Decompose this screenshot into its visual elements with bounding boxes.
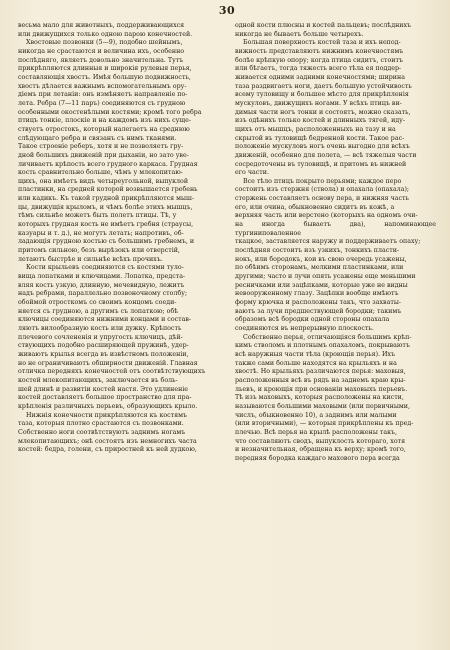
- paragraph: весьма мало для животныхъ, поддерживающихся или движущихся только одною парою конечностей.: [18, 22, 193, 38]
- paragraph: Нижнія конечности прикрѣпляются къ костямъ таза, которыя плотно срастаются съ позвонками. Собственно ноги соотвѣтствуютъ заднимъ ногамъ млекопитающихъ; онѣ состоятъ изъ немногихъ часта костей: бедра, голени, съ приростней къ ней дудкою,: [18, 411, 197, 454]
- text-columns: [18, 22, 436, 463]
- left-column: [18, 22, 219, 463]
- page-number: 30: [218, 4, 236, 17]
- paragraph: Кости крыльевъ соединяются съ костями туло- вища лопатками и ключицами. Лопатка, предста- вляя кость узкую, длинную, мечевидную, лежитъ надъ ребрами, параллельно позвоночному столбу; обоймой отросткомъ со своимъ концомъ соеди- няется съ грудною, а другимъ съ лопаткою; обѣ ключицы соединяются нижними концами и состав- ляютъ вилообразную кость или дужку. Крѣпость плечевого сочлененія и упругость ключицъ, дѣй- ствующихъ подобно расширяющей пружинѣ, удер- живаютъ крылья всегда въ извѣстномъ положеніи, но не ограничиваютъ обширности движеній. Главная отличка передняхъ конечностей отъ соотвѣтствующихъ костей млекопитающихъ, заключается въ боль- шей длинѣ и развитіи костей настя. Это удлиненіе костей доставляетъ большое пространство для пра- крѣпленія различныхъ перьевъ, образующихъ крыло.: [18, 264, 206, 410]
- paragraph: Большая поверхность костей таза и ихъ непод- вижность представляютъ нижнимъ конечностямъ болѣе крѣпкую опору; когда птица сидитъ, стоитъ или бѣгаетъ, тогда тяжесть всего тѣла ея поддер- живается одними задними конечностями; ширина таза раздвигаетъ ноги, даетъ большую устойчивость всему туловищу и большее мѣсто для прикрѣпленія мускуловъ, движущихъ ногами. У всѣхъ птицъ ви- димыя части ногъ тонки и состоятъ, можно сказать, изъ одѣнихъ только костей и длинныхъ тягей, иду- щихъ отъ мышцъ, расположенныхъ на тазу и на скрытой въ туловищѣ бедренной кости. Такое рас- положеніе мускуловъ ногъ очень выгодно для всѣхъ движеній, особенно для полета, — всѣ тяжелыя части сосредоточены въ туловищѣ, и притомъ въ нижней его части.: [235, 39, 417, 177]
- paragraph: Все тѣло птицъ покрыто перьями; каждое перо состоитъ изъ стержня (ствола) и опахала (опахала); стержень составляетъ основу пера, и нижняя часть его, или очина, обыкновенно сидитъ въ кожѣ, а верхняя часть или верстено (которыхъ на одномъ очи- на иногда бываетъ два), напоминающее тургиниповаленное ткацкое, заставляется наружу и поддерживаетъ опаху; послѣдняя состоитъ изъ узкихъ, тонкихъ пласти- нокъ, или бородокъ, кои въ свою очередь усажены, по обѣимъ сторонамъ, мелкими пластинками, или другими; часто и лучи опять усажены еще меньшими ресничками или зацѣпками, которые уже не видны невооруженному глазу. Зацѣпки вообще имѣютъ форму крючка и расположены такъ, что захваты- ваютъ за лучи предшествующей бородки; такимъ образомъ всѣ бородки одной стороны опахала соединяются въ непрерывную плоскость.: [235, 177, 436, 332]
- right-column: [235, 22, 436, 463]
- paragraph: одной кости плюсны и костей пальцевъ; послѣднихъ никогда не бываетъ больше четырехъ.: [235, 22, 412, 38]
- paragraph: Собственно перья, отличающіяся большимъ крѣп- кимъ стволомъ и плотнымъ опахаломъ, покрываютъ всѣ наружныя части тѣла (кроющія перья). Ихъ также сами больше находятся на крыльяхъ и на хвостѣ. Но крыльяхъ различаются перья: маховыя, расположенныя всѣ въ рядъ на заднемъ краю кры- льевъ, и кроющія при основаніи маховыхъ перьевъ. Тѣ изъ маховыхъ, которыя расположены на кисти, называются большими маховыми (или первичными, числъ, обыкновенно 10), а заднимъ или малыми (или вторичными), — которыя прикрѣплены къ пред- плечью. Всѣ перья на крылѣ расположены такъ, что составляютъ сводъ, выпуклость котораго, хотя и незначительная, обращена къ верху; кромѣ того, передняя бородка каждаго махового пера всегда: [235, 333, 414, 462]
- paragraph: Хвостовые позвонки (5—9), подобно шейнымъ, никогда не срастаются и величина ихъ, особенно послѣдняго, являетъ довольно значительна. Тутъ прикрѣпляются длинныя и широкія рулевыя перья, составляющія хвостъ. Имѣя большую подвижность, хвостъ дѣлается важнымъ вспомогательнымъ ору- діемъ при летаніи: онъ измѣняетъ направленіе по- лета. Ребра (7—11 паръ) соединяются съ грудною особенными окостенѣлыми костями; кромѣ того ребра птицъ тонкіе, плоскіе и на каждомъ изъ нихъ суще- ствуетъ отростокъ, который налегаетъ на среднюю слѣдующаго ребра и связанъ съ нимъ тканями. Такое строеніе реберъ, хотя и не позволяетъ гру- дной большихъ движеній при дыханіи, но зато уве- личиваетъ крѣпость всего грудного каркаса. Грудная кость сравнительно больше, чѣмъ у млекопитаю- щихъ, она имѣетъ видъ четыреугольной, выпуклой пластинки, на средней которой возвышается гребень или кадикъ. Къ такой грудной прикрѣпляются мыш- цы, движущія крыломъ, и чѣмъ болѣе этихъ мышцъ, тѣмъ сильнѣе можетъ быть полетъ птицы. Тѣ, у которыхъ грудная кость не имѣетъ гребня (страусы, казуары и т. д.), не могутъ летать; напротивъ, об- ладающія грудною костью съ большимъ гребнемъ, и притомъ сильною, безъ вырѣзокъ или отверстій, летаютъ быстрѣе и сильнѣе всѣхъ прочихъ.: [18, 39, 202, 263]
